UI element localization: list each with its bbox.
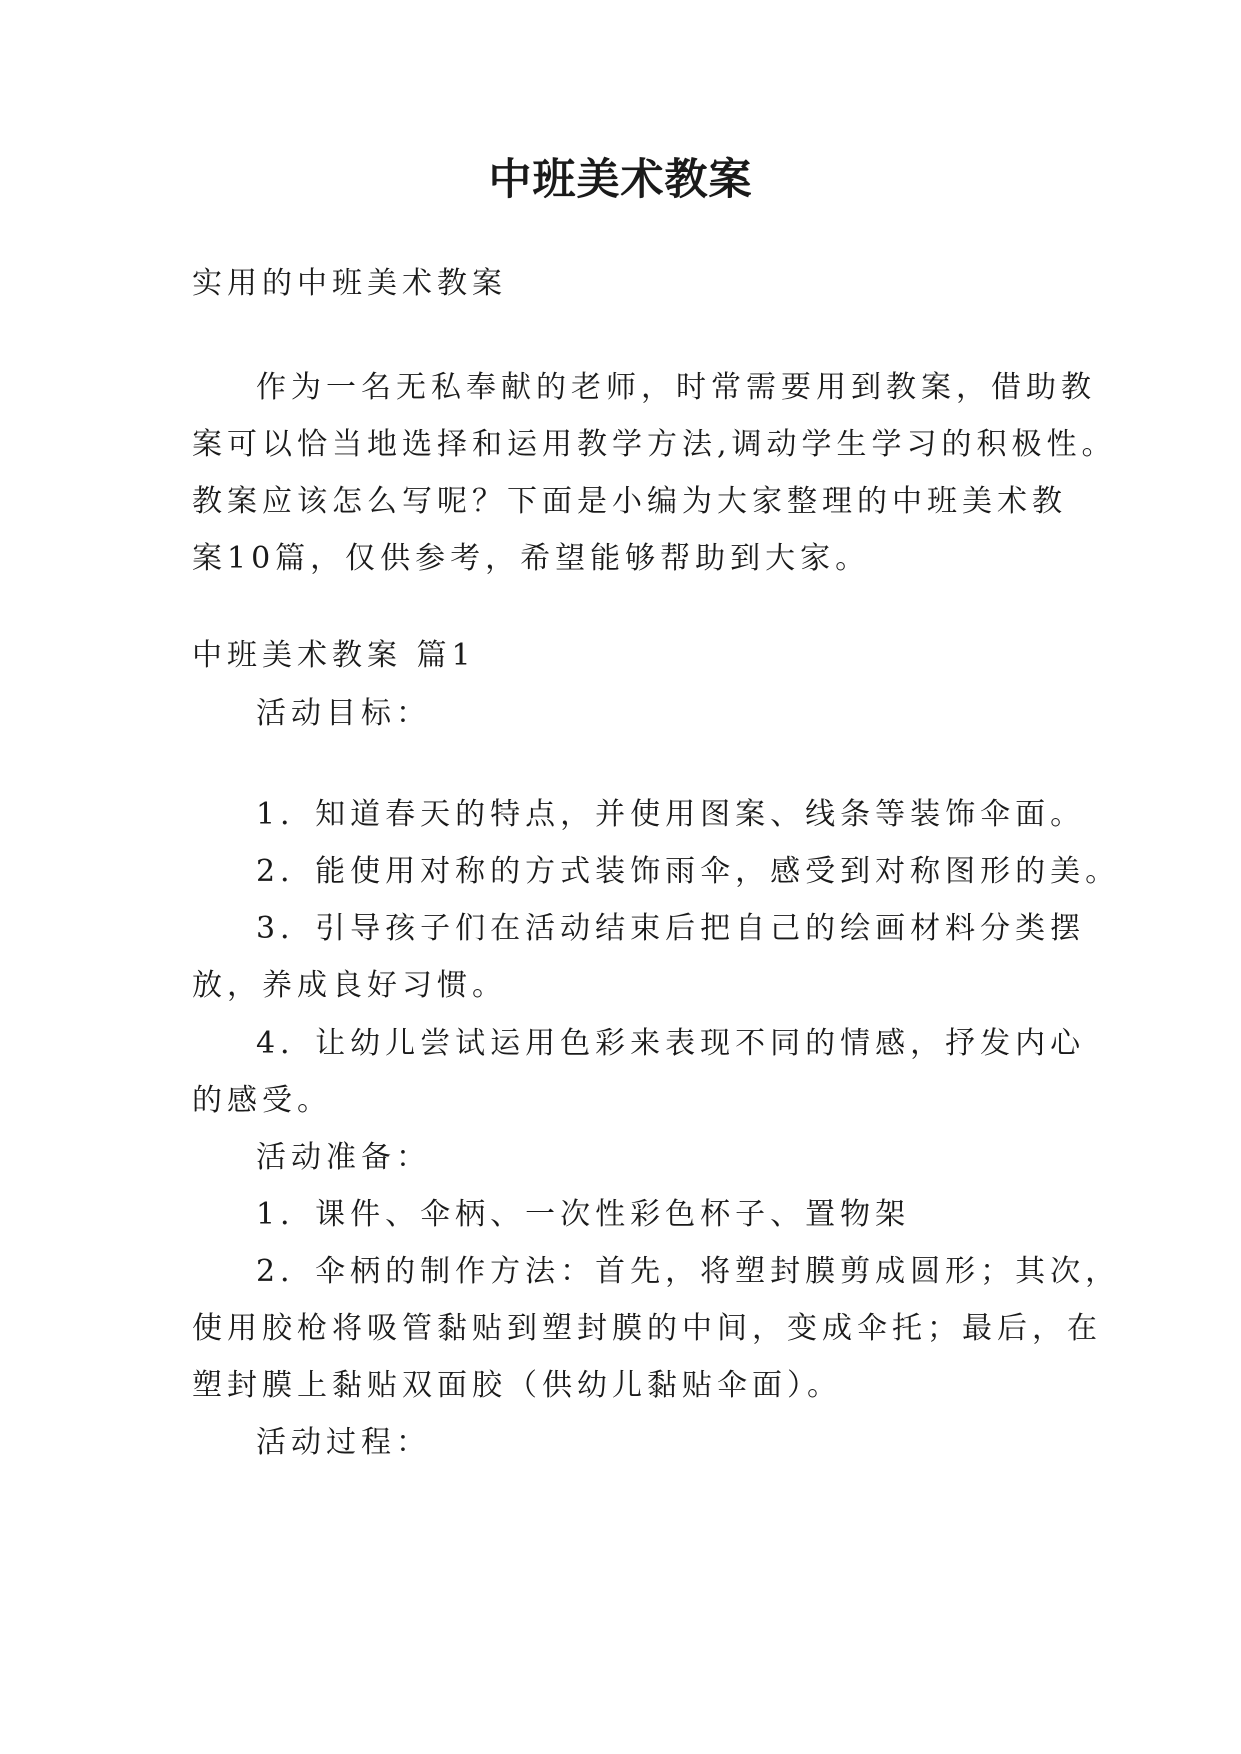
prep-line-1: 1．课件、伞柄、一次性彩色杯子、置物架: [256, 1197, 911, 1232]
intro-line-3: 教案应该怎么写呢？下面是小编为大家整理的中班美术教: [192, 484, 1067, 519]
goal-line-3: 3．引导孩子们在活动结束后把自己的绘画材料分类摆: [256, 911, 1086, 946]
intro-line-4: 案10篇，仅供参考，希望能够帮助到大家。: [192, 541, 871, 576]
section-heading: 中班美术教案 篇1: [192, 638, 476, 673]
document-title: 中班美术教案: [488, 155, 753, 205]
goals-heading: 活动目标：: [256, 696, 431, 731]
prep-line-3: 使用胶枪将吸管黏贴到塑封膜的中间，变成伞托；最后，在: [192, 1311, 1102, 1346]
intro-line-2: 案可以恰当地选择和运用教学方法,调动学生学习的积极性。: [192, 427, 1117, 462]
prep-heading: 活动准备：: [256, 1140, 431, 1175]
intro-line-1: 作为一名无私奉献的老师，时常需要用到教案，借助教: [256, 370, 1096, 405]
prep-line-4: 塑封膜上黏贴双面胶（供幼儿黏贴伞面）。: [192, 1368, 842, 1403]
goal-line-4: 放，养成良好习惯。: [192, 968, 507, 1003]
goal-line-2: 2．能使用对称的方式装饰雨伞，感受到对称图形的美。: [256, 854, 1121, 889]
goal-line-1: 1．知道春天的特点，并使用图案、线条等装饰伞面。: [256, 797, 1086, 832]
goal-line-5: 4．让幼儿尝试运用色彩来表现不同的情感，抒发内心: [256, 1026, 1086, 1061]
document-subtitle: 实用的中班美术教案: [192, 266, 507, 301]
prep-line-2: 2．伞柄的制作方法：首先，将塑封膜剪成圆形；其次，: [256, 1254, 1121, 1289]
process-heading: 活动过程：: [256, 1425, 431, 1460]
goal-line-6: 的感受。: [192, 1083, 332, 1118]
